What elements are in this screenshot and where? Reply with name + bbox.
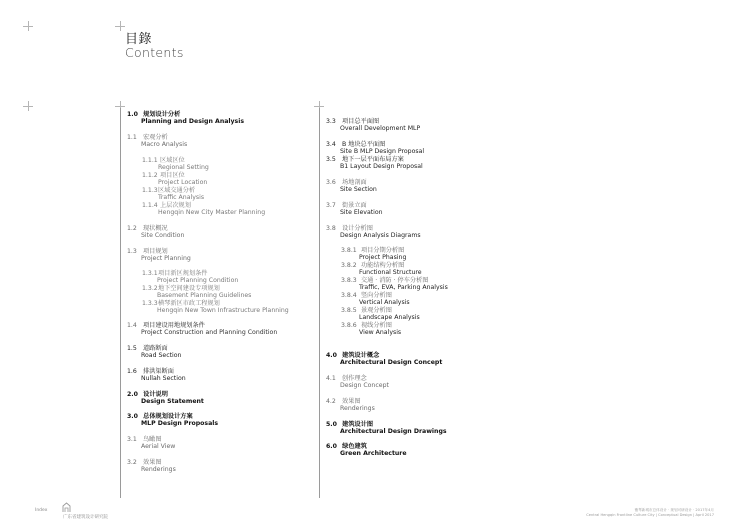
toc-entry-title-cn: 绿色建筑 bbox=[342, 443, 367, 450]
toc-entry-title-cn: 项目新区规划条件 bbox=[157, 270, 208, 277]
toc-entry-title-cn: 视线分析图 bbox=[360, 322, 392, 329]
toc-entry-title-en[interactable]: Site Condition bbox=[141, 232, 185, 239]
toc-entry-number: 1.2 bbox=[127, 225, 137, 232]
toc-entry-title-en[interactable]: Design Statement bbox=[141, 398, 204, 405]
toc-entry-title-en[interactable]: Design Analysis Diagrams bbox=[340, 232, 421, 239]
toc-entry-title-en[interactable]: Hengqin New City Master Planning bbox=[158, 209, 266, 216]
toc-entry-title-cn: 地下空间建设专项规划 bbox=[157, 285, 220, 292]
toc-entry-title-cn: 景观分析图 bbox=[360, 307, 392, 314]
toc-entry-number: 3.4 bbox=[326, 141, 336, 148]
toc-entry-number: 1.3 bbox=[127, 248, 137, 255]
toc-entry-title-cn: 功能结构分析图 bbox=[360, 262, 405, 269]
toc-entry-title-cn: 交通 · 消防 · 停车分析图 bbox=[360, 277, 429, 284]
toc-entry-number: 1.6 bbox=[127, 368, 137, 375]
toc-entry-title-en[interactable]: Road Section bbox=[141, 352, 182, 359]
toc-entry-title-en[interactable]: Aerial View bbox=[141, 443, 176, 450]
toc-entry-title-en[interactable]: Renderings bbox=[340, 405, 375, 412]
toc-entry-title-en[interactable]: Nullah Section bbox=[141, 375, 186, 382]
toc-entry-number: 1.3.1 bbox=[142, 270, 158, 277]
toc-entry-title-cn: 项目分期分析图 bbox=[360, 247, 405, 254]
toc-entry-title-cn: 上层次规划 bbox=[159, 202, 191, 209]
toc-entry-title-cn: 建筑设计概念 bbox=[342, 352, 380, 359]
toc-entry-title-en[interactable]: Functional Structure bbox=[359, 269, 422, 276]
organization-name: 广东省建筑设计研究院 bbox=[63, 515, 108, 520]
toc-entry-title-cn: 项目总平面图 bbox=[341, 118, 380, 125]
toc-entry-title-en[interactable]: Basement Planning Guidelines bbox=[157, 292, 252, 299]
toc-entry-title-en[interactable]: Regional Setting bbox=[158, 164, 209, 171]
page-title-english: Contents bbox=[125, 45, 184, 60]
toc-entry-number: 3.8.2 bbox=[341, 262, 357, 269]
toc-entry-number: 4.0 bbox=[326, 352, 337, 359]
toc-entry-number: 1.1.3 bbox=[142, 187, 158, 194]
right-column-rule bbox=[319, 108, 320, 498]
toc-entry-title-cn: 街景立面 bbox=[341, 202, 367, 209]
toc-entry-number: 1.3.2 bbox=[142, 285, 158, 292]
toc-entry-title-cn: 场地剖面 bbox=[341, 179, 367, 186]
footer-line-en: Central Hengqin Frontline Culture City | Conceptual Design | April 2017 bbox=[586, 513, 714, 517]
toc-entry-number: 4.1 bbox=[326, 375, 336, 382]
toc-entry-number: 3.8.6 bbox=[341, 322, 357, 329]
toc-entry-title-en[interactable]: B1 Layout Design Proposal bbox=[340, 163, 423, 170]
toc-entry-title-en[interactable]: Site B MLP Design Proposal bbox=[340, 148, 425, 155]
toc-entry-title-cn: 设计分析图 bbox=[341, 225, 373, 232]
toc-entry-title-cn: 设计说明 bbox=[143, 391, 168, 398]
toc-entry-number: 2.0 bbox=[127, 391, 138, 398]
toc-entry-number: 3.8.1 bbox=[341, 247, 357, 254]
toc-entry-title-en[interactable]: Traffic Analysis bbox=[158, 194, 205, 201]
toc-entry-title-cn: 横琴新区市政工程规划 bbox=[157, 300, 220, 307]
toc-entry-title-en[interactable]: Project Planning bbox=[141, 255, 191, 262]
toc-entry-number: 3.8.3 bbox=[341, 277, 357, 284]
toc-entry-number: 3.0 bbox=[127, 413, 138, 420]
toc-entry-title-cn: 项目规划 bbox=[142, 248, 168, 255]
toc-entry-number: 1.1 bbox=[127, 134, 137, 141]
toc-entry-title-cn: 规划设计分析 bbox=[143, 111, 181, 118]
toc-entry-title-en[interactable]: Site Section bbox=[340, 186, 377, 193]
toc-entry-title-en[interactable]: Renderings bbox=[141, 466, 176, 473]
toc-entry-number: 6.0 bbox=[326, 443, 337, 450]
footer-line-cn: 衡琴新城市总体设计 · 规划可研设计 · 2017年4月 bbox=[634, 508, 714, 512]
toc-entry-number: 3.2 bbox=[127, 459, 137, 466]
toc-entry-title-cn: 效果图 bbox=[142, 459, 162, 466]
toc-entry-title-en[interactable]: Architectural Design Drawings bbox=[340, 428, 447, 435]
toc-entry-title-cn: 排洪渠断面 bbox=[142, 368, 174, 375]
toc-entry-title-cn: 项目区位 bbox=[159, 172, 185, 179]
toc-entry-title-cn: 创作理念 bbox=[341, 375, 367, 382]
toc-entry-title-cn: 总体规划设计方案 bbox=[143, 413, 193, 420]
toc-entry-title-en[interactable]: Design Concept bbox=[340, 382, 389, 389]
toc-entry-title-en[interactable]: Hengqin New Town Infrastructure Planning bbox=[157, 307, 289, 314]
left-column-rule bbox=[120, 108, 121, 498]
toc-entry-number: 1.4 bbox=[127, 322, 137, 329]
toc-entry-number: 4.2 bbox=[326, 398, 336, 405]
crop-mark-icon bbox=[23, 21, 33, 31]
footer-project-info bbox=[586, 508, 714, 518]
toc-entry-title-en[interactable]: Vertical Analysis bbox=[359, 299, 410, 306]
toc-entry-title-cn: 项目建设用地规划条件 bbox=[142, 322, 205, 329]
toc-entry-number: 3.3 bbox=[326, 118, 336, 125]
toc-entry-title-cn: 道路断面 bbox=[142, 345, 168, 352]
toc-entry-title-cn: 效果图 bbox=[341, 398, 361, 405]
crop-mark-icon bbox=[23, 101, 33, 111]
toc-entry-number: 1.1.2 bbox=[142, 172, 158, 179]
toc-entry-title-en[interactable]: Project Phasing bbox=[359, 254, 407, 261]
toc-entry-title-en[interactable]: View Analysis bbox=[359, 329, 402, 336]
toc-entry-title-cn: 建筑设计图 bbox=[342, 421, 374, 428]
institute-logo-icon bbox=[62, 502, 71, 513]
toc-entry-title-en[interactable]: Planning and Design Analysis bbox=[141, 118, 245, 125]
toc-entry-number: 3.5 bbox=[326, 156, 336, 163]
toc-entry-title-en[interactable]: Macro Analysis bbox=[141, 141, 188, 148]
toc-entry-title-en[interactable]: Site Elevation bbox=[340, 209, 383, 216]
toc-entry-title-cn: 鸟瞰图 bbox=[142, 436, 162, 443]
toc-entry-number: 1.0 bbox=[127, 111, 138, 118]
crop-mark-icon bbox=[115, 21, 125, 31]
toc-entry-title-cn: 竖向分析图 bbox=[360, 292, 392, 299]
toc-entry-title-cn: B 地块总平面图 bbox=[341, 141, 386, 148]
page-title-chinese: 目錄 bbox=[125, 32, 153, 47]
toc-entry-title-en[interactable]: Project Planning Condition bbox=[157, 277, 239, 284]
toc-entry-number: 3.8.4 bbox=[341, 292, 357, 299]
toc-entry-title-cn: 地下一层平面布局方案 bbox=[341, 156, 404, 163]
toc-entry-title-en[interactable]: Project Location bbox=[158, 179, 208, 186]
toc-entry-number: 1.1.4 bbox=[142, 202, 158, 209]
toc-entry-number: 3.7 bbox=[326, 202, 336, 209]
toc-entry-title-en[interactable]: MLP Design Proposals bbox=[141, 420, 219, 427]
toc-entry-number: 3.8 bbox=[326, 225, 336, 232]
toc-entry-number: 3.8.5 bbox=[341, 307, 357, 314]
page-label: Index bbox=[35, 508, 48, 513]
toc-entry-title-cn: 宏观分析 bbox=[142, 134, 168, 141]
toc-entry-title-cn: 区域交通分析 bbox=[157, 187, 196, 194]
toc-entry-title-en[interactable]: Traffic, EVA, Parking Analysis bbox=[359, 284, 448, 291]
toc-entry-number: 5.0 bbox=[326, 421, 337, 428]
toc-entry-title-en[interactable]: Architectural Design Concept bbox=[340, 359, 443, 366]
toc-entry-title-cn: 现状概况 bbox=[142, 225, 168, 232]
toc-entry-number: 1.3.3 bbox=[142, 300, 158, 307]
toc-entry-number: 3.6 bbox=[326, 179, 336, 186]
toc-entry-number: 1.1.1 bbox=[142, 157, 158, 164]
toc-entry-title-en[interactable]: Green Architecture bbox=[340, 450, 407, 457]
toc-entry-title-en[interactable]: Landscape Analysis bbox=[359, 314, 420, 321]
toc-entry-number: 3.1 bbox=[127, 436, 137, 443]
toc-entry-title-cn: 区域区位 bbox=[159, 157, 185, 164]
toc-entry-title-en[interactable]: Overall Development MLP bbox=[340, 125, 421, 132]
toc-entry-number: 1.5 bbox=[127, 345, 137, 352]
toc-entry-title-en[interactable]: Project Construction and Planning Condition bbox=[141, 329, 278, 336]
